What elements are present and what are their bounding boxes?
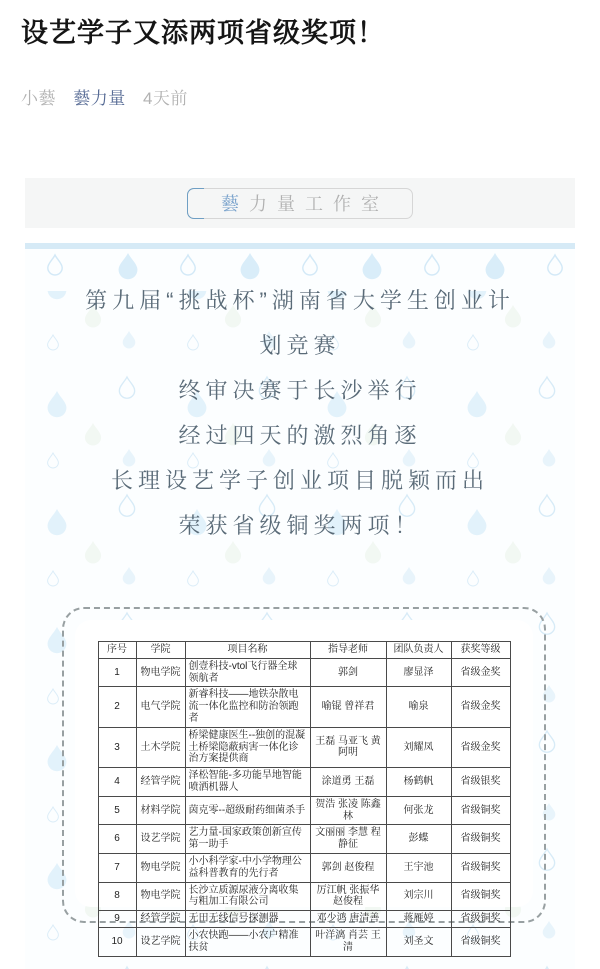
table-cell: 桥梁健康医生--独创的混凝土桥梁隐蔽病害一体化诊治方案提供商 [185,727,310,767]
table-cell: 长沙立质源尿液分离收集与粗加工有限公司 [185,882,310,911]
table-cell: 王磊 马亚飞 黄阿明 [310,727,386,767]
table-row [98,658,510,687]
table-cell: 王宇池 [386,853,451,882]
table-cell: 省级铜奖 [451,853,510,882]
table-cell: 创壹科技-vtol飞行器全球领航者 [185,658,310,687]
table-cell: 茵克零--超级耐药细菌杀手 [185,796,310,825]
body-line: 划竞赛 [259,333,341,358]
table-cell: 刘宗川 [386,882,451,911]
body-line: 荣获省级铜奖两项！ [178,513,422,538]
table-cell: 小农快跑——小农户精准扶贫 [185,927,310,956]
table-cell: 郭剑 [310,658,386,687]
body-line: 长理设艺学子创业项目脱颖而出 [110,468,489,493]
table-cell: 经管学院 [136,911,185,928]
table-cell: 省级铜奖 [451,796,510,825]
awards-table [98,641,511,957]
table-cell: 叶洋漓 肖芸 王清 [310,927,386,956]
table-cell: 廖显泽 [386,658,451,687]
award-table-frame [62,607,546,953]
column-header: 指导老师 [310,642,386,659]
table-row [98,825,510,854]
table-row [98,882,510,911]
award-table-card [75,620,533,953]
table-cell: 物电学院 [136,882,185,911]
table-cell: 设艺学院 [136,825,185,854]
body-line: 经过四天的激烈角逐 [178,423,422,448]
table-header-row [98,642,510,659]
table-cell: 邓少鸿 唐清善 [310,911,386,928]
table-row [98,927,510,956]
table-cell: 厉江帆 张振华 赵俊程 [310,882,386,911]
table-cell: 新睿科技——地铁杂散电流一体化监控和防治领跑者 [185,687,310,727]
table-cell: 10 [98,927,136,956]
table-cell: 文丽丽 李慧 程静征 [310,825,386,854]
studio-stamp [187,188,413,219]
table-cell: 电气学院 [136,687,185,727]
table-cell: 涂道勇 王磊 [310,768,386,797]
article-body-image [25,243,575,969]
table-cell: 省级银奖 [451,768,510,797]
column-header: 项目名称 [185,642,310,659]
body-line: 第九届“挑战杯”湖南省大学生创业计 [85,288,515,313]
table-cell: 土木学院 [136,727,185,767]
table-cell: 2 [98,687,136,727]
table-cell: 喻泉 [386,687,451,727]
column-header: 团队负责人 [386,642,451,659]
table-cell: 物电学院 [136,853,185,882]
table-cell: 设艺学院 [136,927,185,956]
table-row [98,687,510,727]
table-cell: 8 [98,882,136,911]
table-cell: 4 [98,768,136,797]
table-cell: 7 [98,853,136,882]
account-link[interactable]: 藝力量 [73,89,126,108]
table-row [98,796,510,825]
table-cell: 5 [98,796,136,825]
table-cell: 泽松智能-多功能旱地智能喷洒机器人 [185,768,310,797]
table-cell: 无田无线信号探测器 [185,911,310,928]
table-cell: 小小科学家-中小学物理公益科普教育的先行者 [185,853,310,882]
table-row [98,727,510,767]
table-cell: 3 [98,727,136,767]
article-title: 设艺学子又添两项省级奖项！ [21,18,385,48]
table-cell: 喻锟 曾祥君 [310,687,386,727]
table-cell: 郭剑 赵俊程 [310,853,386,882]
table-cell: 贺浩 张凌 陈鑫林 [310,796,386,825]
table-cell: 材料学院 [136,796,185,825]
table-row [98,853,510,882]
table-cell: 蒋雁婷 [386,911,451,928]
table-cell: 省级铜奖 [451,825,510,854]
table-row [98,911,510,928]
table-cell: 杨鹤帆 [386,768,451,797]
table-cell: 6 [98,825,136,854]
section-top-bar [25,243,575,249]
studio-banner-image [25,178,575,228]
column-header: 获奖等级 [451,642,510,659]
table-cell: 省级金奖 [451,727,510,767]
table-cell: 省级铜奖 [451,882,510,911]
publish-time: 4天前 [142,89,188,108]
studio-stamp-label: 力量工作室 [249,194,389,214]
table-cell: 经管学院 [136,768,185,797]
table-cell: 刘圣文 [386,927,451,956]
table-cell: 刘耀凤 [386,727,451,767]
author-name: 小藝 [21,89,56,108]
table-cell: 省级铜奖 [451,927,510,956]
column-header: 序号 [98,642,136,659]
table-cell: 省级铜奖 [451,911,510,928]
table-cell: 省级金奖 [451,687,510,727]
table-cell: 省级金奖 [451,658,510,687]
droplet-row [48,253,562,279]
studio-stamp-first-char: 藝 [221,194,249,214]
table-cell: 何张龙 [386,796,451,825]
table-cell: 物电学院 [136,658,185,687]
table-cell: 9 [98,911,136,928]
byline [21,84,188,109]
table-cell: 彭蝶 [386,825,451,854]
body-line: 终审决赛于长沙举行 [178,378,422,403]
table-cell: 艺力量-国家政策创新宣传第一助手 [185,825,310,854]
column-header: 学院 [136,642,185,659]
body-text [25,278,575,548]
table-cell: 1 [98,658,136,687]
table-row [98,768,510,797]
